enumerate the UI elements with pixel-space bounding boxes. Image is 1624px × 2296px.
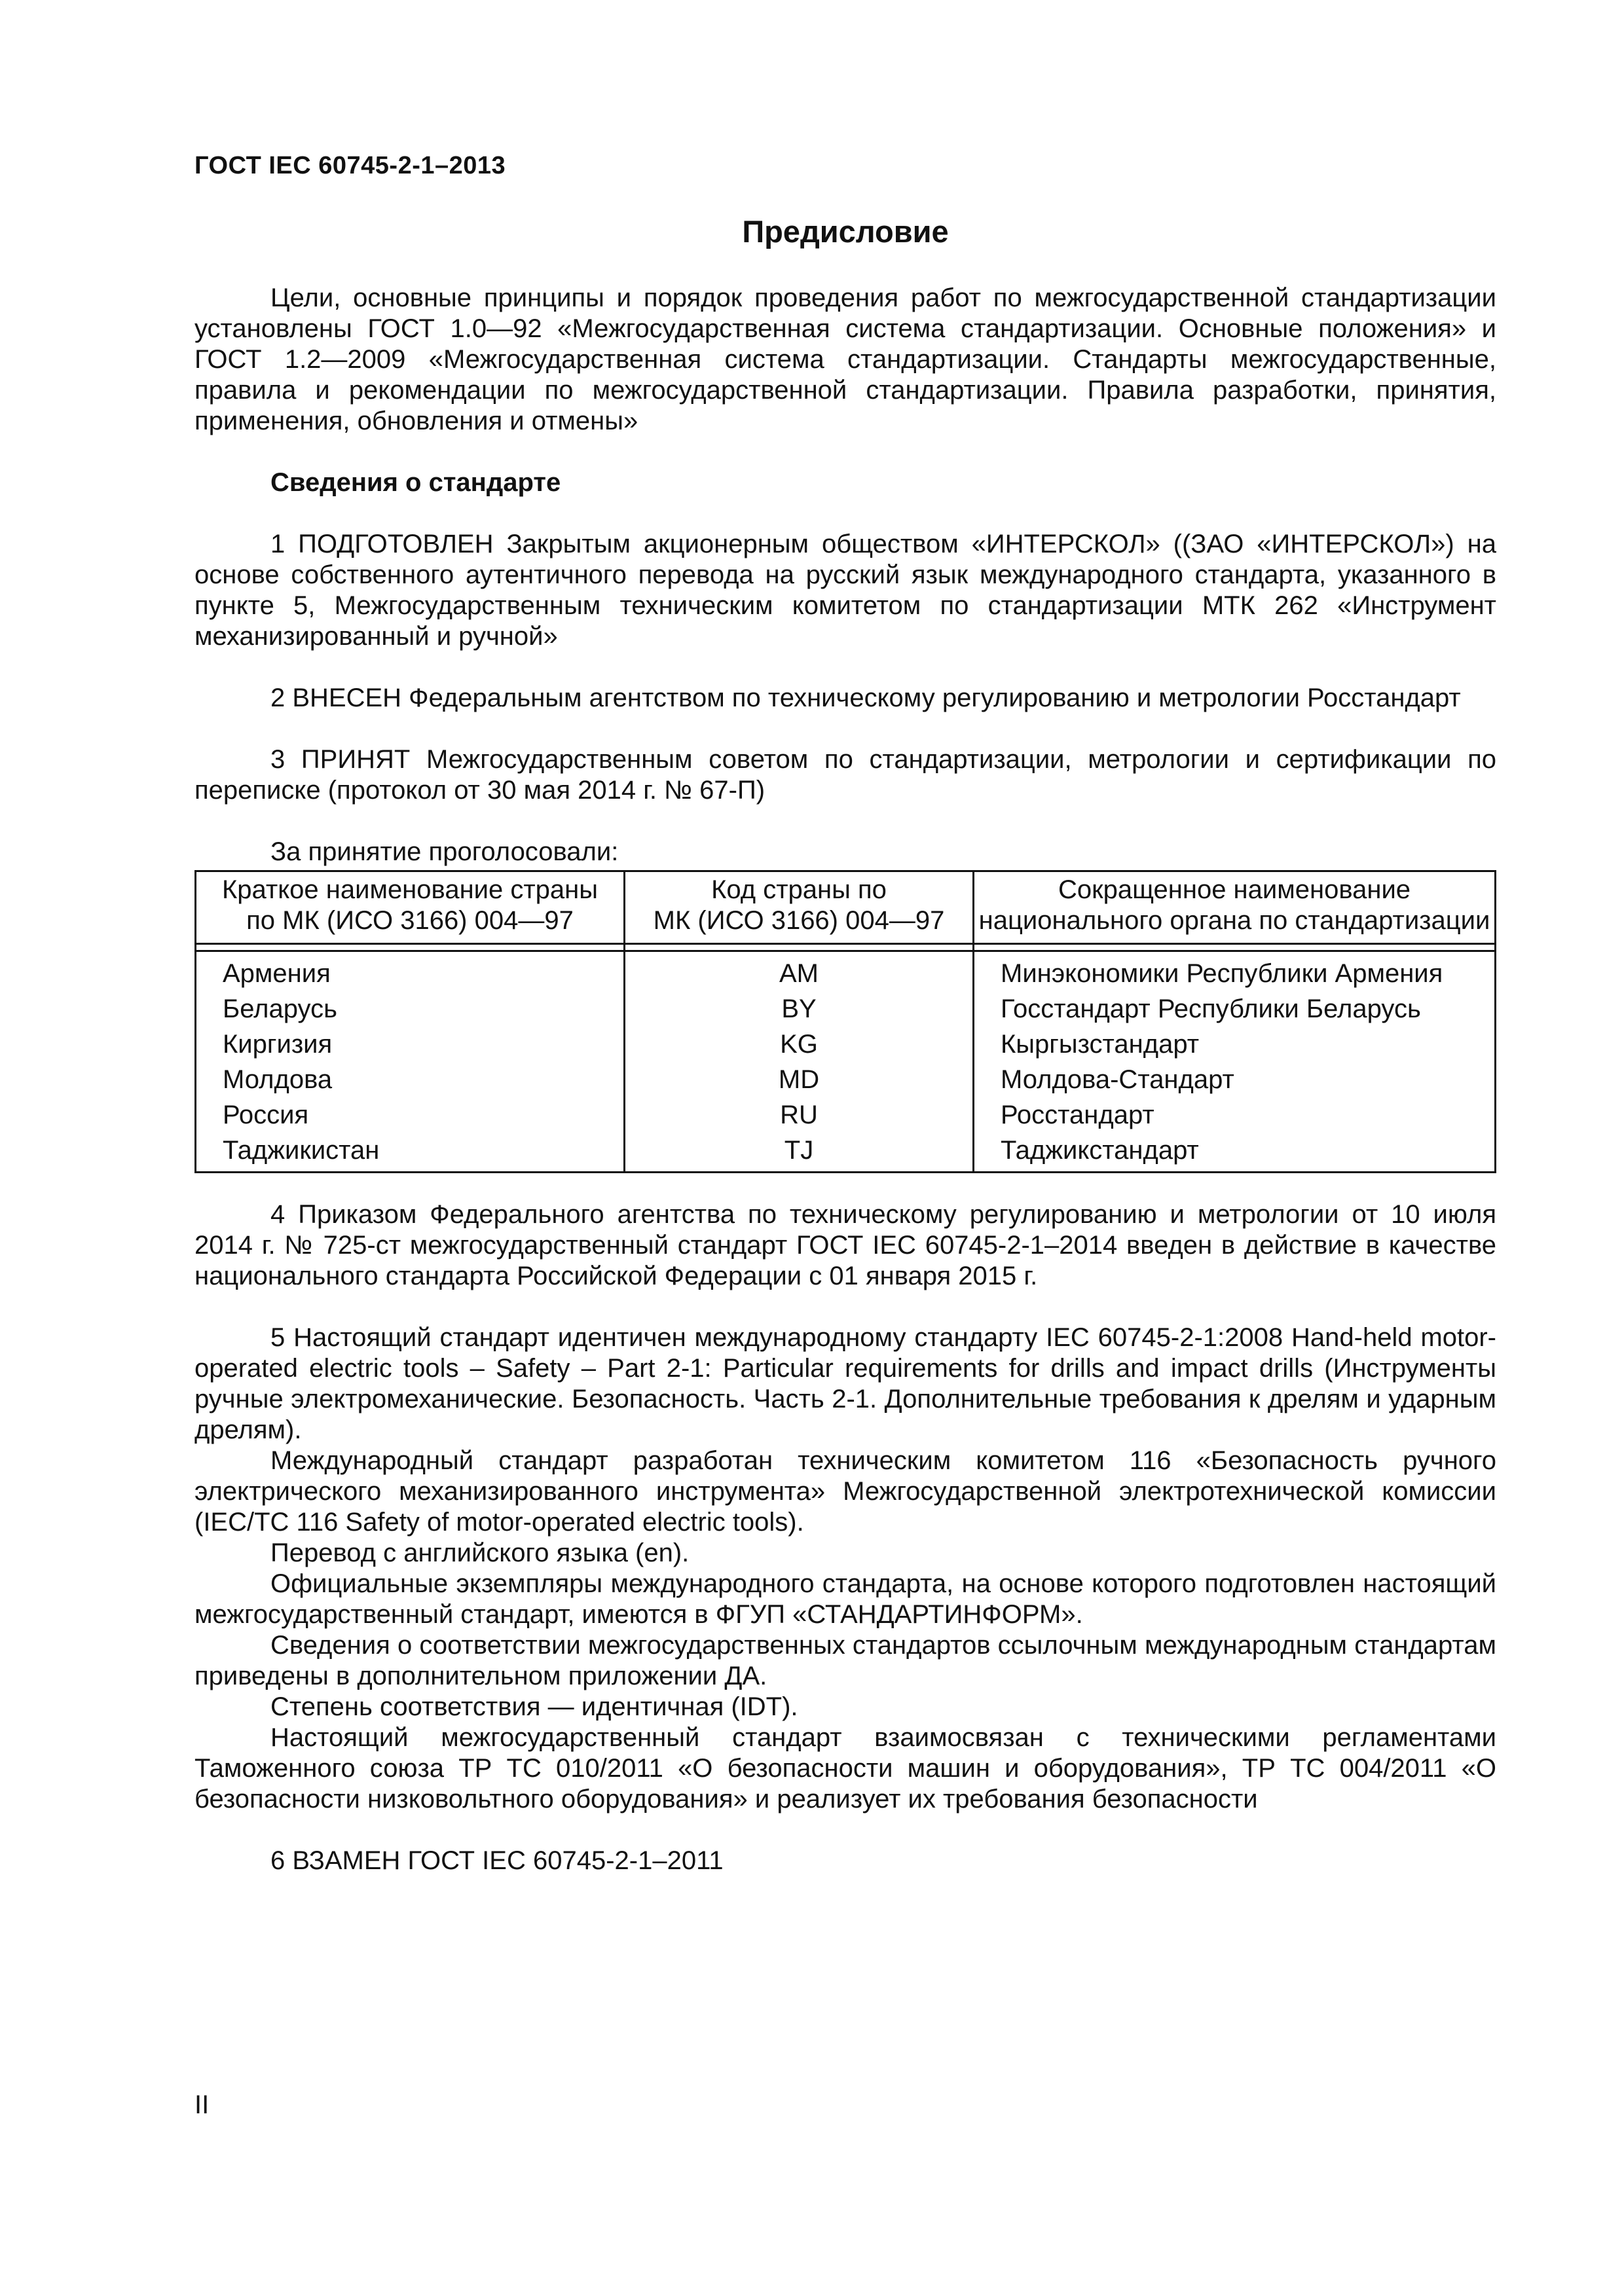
country-name-cell: Таджикистан [196,1133,625,1173]
country-name-cell: Россия [196,1097,625,1133]
table-row [196,951,1496,992]
standards-body-cell: Росстандарт [974,1097,1496,1133]
item-5-regulations-paragraph: Настоящий межгосударственный стандарт взаимосвязан с техническими регламентами Таможенного союза ТР ТС 010/2011 «О безопасности машин и оборудования», ТР ТС 004/2011 «О безопасности низковольтного оборудования» и реализует их требования безопасности [194,1723,1496,1813]
country-name-cell: Киргизия [196,1027,625,1062]
standards-body-cell: Минэкономики Республики Армения [974,951,1496,992]
page-title: Предисловие [742,214,949,249]
header-standards-body [974,871,1496,944]
header-line: Код страны по [711,875,887,904]
separator-cell [974,944,1496,951]
item-3-paragraph: 3 ПРИНЯТ Межгосударственным советом по стандартизации, метрологии и сертификации по переписке (протокол от 30 мая 2014 г. № 67-П) [194,745,1496,805]
country-name-cell: Беларусь [196,991,625,1027]
country-code-cell: TJ [625,1133,974,1173]
table-row [196,991,1496,1027]
table-row [196,1027,1496,1062]
standards-body-cell: Госстандарт Республики Беларусь [974,991,1496,1027]
item-1-paragraph: 1 ПОДГОТОВЛЕН Закрытым акционерным обществом «ИНТЕРСКОЛ» ((ЗАО «ИНТЕРСКОЛ») на основе собственного аутентичного перевода на русский язык международного стандарта, указанного в пункте 5, Межгосударственным техническим комитетом по стандартизации МТК 262 «Инструмент механизированный и ручной» [194,530,1496,651]
table-row [196,1133,1496,1173]
table-header-row [196,871,1496,944]
page-number: II [194,2090,210,2119]
item-4-paragraph: 4 Приказом Федерального агентства по техническому регулированию и метрологии от 10 июля 2014 г. № 725-ст межгосударственный стандарт ГОСТ IEC 60745-2-1–2014 введен в действие в качестве национального стандарта Российской Федерации с 01 января 2015 г. [194,1200,1496,1290]
table-row [196,1097,1496,1133]
country-code-cell: KG [625,1027,974,1062]
item-2-paragraph: 2 ВНЕСЕН Федеральным агентством по техническому регулированию и метрологии Росстандарт [270,683,1461,712]
separator-cell [196,944,625,951]
standards-body-cell: Таджикстандарт [974,1133,1496,1173]
country-code-cell: MD [625,1062,974,1097]
header-line: национального органа по стандартизации [978,906,1490,935]
document-body [194,283,1496,1876]
country-code-cell: AM [625,951,974,992]
country-code-cell: BY [625,991,974,1027]
item-5-tc-paragraph: Международный стандарт разработан техническим комитетом 116 «Безопасность ручного электрического механизированного инструмента» Межгосударственной электротехнической комиссии (IEC/TC 116 Safety of motor-operated electric tools). [194,1446,1496,1537]
country-name-cell: Молдова [196,1062,625,1097]
item-5-official-copies-paragraph: Официальные экземпляры международного стандарта, на основе которого подготовлен настоящий межгосударственный стандарт, имеются в ФГУП «СТАНДАРТИНФОРМ». [194,1569,1496,1629]
header-country-name [196,871,625,944]
item-5-degree-paragraph: Степень соответствия — идентичная (IDT). [270,1692,798,1721]
table-row [196,1062,1496,1097]
document-page [194,0,1496,2296]
country-code-cell: RU [625,1097,974,1133]
header-separator [196,944,1496,951]
country-name-cell: Армения [196,951,625,992]
vote-label: За принятие проголосовали: [270,837,619,866]
votes-table [194,870,1496,1173]
header-line: МК (ИСО 3166) 004—97 [653,906,945,935]
intro-paragraph: Цели, основные принципы и порядок проведения работ по межгосударственной стандартизации установлены ГОСТ 1.0—92 «Межгосударственная система стандартизации. Основные положения» и ГОСТ 1.2—2009 «Межгосударственная система стандартизации. Стандарты межгосударственные, правила и рекомендации по межгосударственной стандартизации. Правила разработки, принятия, применения, обновления и отмены» [194,283,1496,435]
standards-body-cell: Молдова-Стандарт [974,1062,1496,1097]
header-country-code [625,871,974,944]
header-line: Сокращенное наименование [1058,875,1411,904]
info-heading: Сведения о стандарте [270,468,561,497]
header-line: Краткое наименование страны [221,875,599,904]
item-5-correspondence-paragraph: Сведения о соответствии межгосударственных стандартов ссылочным международным стандартам приведены в дополнительном приложении ДА. [194,1631,1496,1690]
document-header: ГОСТ IEC 60745-2-1–2013 [194,152,506,179]
separator-cell [625,944,974,951]
header-line: по МК (ИСО 3166) 004—97 [246,906,574,935]
standards-body-cell: Кыргызстандарт [974,1027,1496,1062]
item-5-paragraph: 5 Настоящий стандарт идентичен международному стандарту IEC 60745-2-1:2008 Hand-held motor-operated electric tools – Safety – Part 2-1: Particular requirements for drills and impact drills (Инструменты ручные электромеханические. Безопасность. Часть 2-1. Дополнительные требования к дрелям и ударным дрелям). [194,1323,1496,1444]
item-5-translation-paragraph: Перевод с английского языка (en). [270,1539,690,1567]
item-6-paragraph: 6 ВЗАМЕН ГОСТ IEC 60745-2-1–2011 [270,1846,724,1875]
